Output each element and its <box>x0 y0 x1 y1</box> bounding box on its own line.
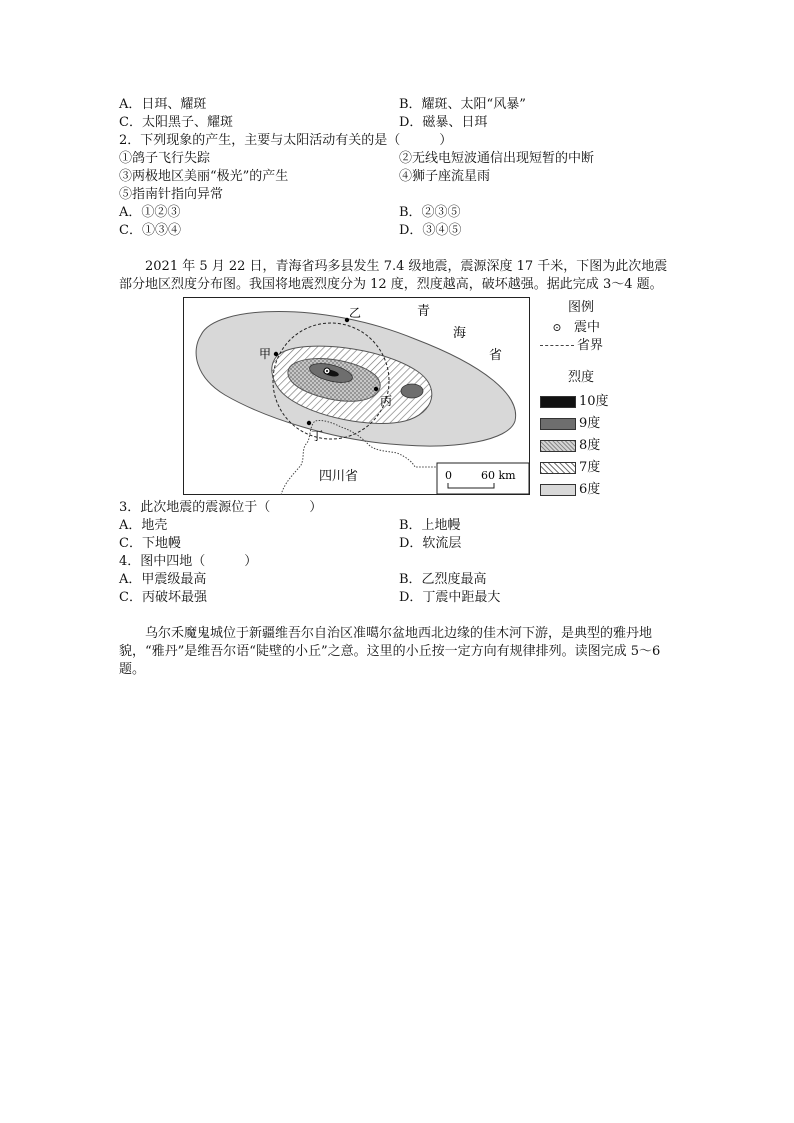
point-ding <box>307 421 311 425</box>
q4-stem: 4．图中四地（ ） <box>119 554 258 569</box>
q2-option-b[interactable]: B．②③⑤ <box>399 205 461 220</box>
swatch-6 <box>540 484 576 496</box>
legend-title: 图例 <box>568 300 595 315</box>
q3-option-c[interactable]: C．下地幔 <box>119 536 181 551</box>
q2-item-2: ②无线电短波通信出现短暂的中断 <box>399 151 595 166</box>
label-bing: 丙 <box>380 394 393 408</box>
label-ding: 丁 <box>311 429 324 443</box>
legend-intensity-title: 烈度 <box>568 370 595 385</box>
label-hai: 海 <box>453 326 467 341</box>
legend-6-label: 6度 <box>579 482 601 497</box>
passage-earthquake: 2021 年 5 月 22 日，青海省玛多县发生 7.4 级地震，震源深度 17 千米，下图为此次地震部分地区烈度分布图。我国将地震烈度分为 12 度，烈度越高，破坏越强。据此完成 3～4 题。 <box>119 259 668 292</box>
epicenter-legend-icon: ⊙ <box>552 321 562 334</box>
legend-10-label: 10度 <box>579 394 609 409</box>
legend-9-label: 9度 <box>579 416 601 431</box>
q4-option-c[interactable]: C．丙破坏最强 <box>119 590 207 605</box>
legend-boundary-label: 省界 <box>577 338 604 353</box>
swatch-9 <box>540 418 576 430</box>
passage-yardang: 乌尔禾魔鬼城位于新疆维吾尔自治区准噶尔盆地西北边缘的佳木河下游，是典型的雅丹地貌，“雅丹”是维吾尔语“陡壁的小丘”之意。这里的小丘按一定方向有规律排列。读图完成 5～6 题。 <box>119 626 661 677</box>
legend-7-label: 7度 <box>579 460 601 475</box>
legend-6-degree <box>540 478 600 497</box>
q3-option-a[interactable]: A．地壳 <box>119 518 168 533</box>
q2-item-4: ④狮子座流星雨 <box>399 169 491 184</box>
q4-option-b[interactable]: B．乙烈度最高 <box>399 572 487 587</box>
label-sheng: 省 <box>489 348 503 363</box>
label-qing: 青 <box>417 304 431 319</box>
legend-8-label: 8度 <box>579 438 601 453</box>
q3-option-b[interactable]: B．上地幔 <box>399 518 461 533</box>
q2-option-d[interactable]: D．③④⑤ <box>399 223 462 238</box>
q2-option-c[interactable]: C．①③④ <box>119 223 181 238</box>
point-bing <box>374 387 378 391</box>
q1-option-c[interactable]: C．太阳黑子、耀斑 <box>119 115 233 130</box>
scale-zero: 0 <box>445 469 452 482</box>
legend-epicenter-label: 震中 <box>574 320 601 335</box>
q1-option-b[interactable]: B．耀斑、太阳“风暴” <box>399 97 526 112</box>
q2-item-3: ③两极地区美丽“极光”的产生 <box>119 169 289 184</box>
zone-9-degree-east <box>401 384 423 398</box>
q1-option-a[interactable]: A．日珥、耀斑 <box>119 97 207 112</box>
q1-option-d[interactable]: D．磁暴、日珥 <box>399 115 488 130</box>
scale-km: 60 km <box>481 469 516 482</box>
q2-option-a[interactable]: A．①②③ <box>119 205 181 220</box>
swatch-8 <box>540 440 576 452</box>
legend-10-degree <box>540 390 609 409</box>
q2-stem: 2．下列现象的产生，主要与太阳活动有关的是（ ） <box>119 133 453 148</box>
epicenter-dot <box>326 370 328 372</box>
q2-item-1: ①鸽子飞行失踪 <box>119 151 211 166</box>
legend-boundary <box>540 334 603 353</box>
label-sichuan: 四川省 <box>319 469 359 484</box>
legend-9-degree <box>540 412 600 431</box>
legend-7-degree <box>540 456 600 475</box>
swatch-7 <box>540 462 576 474</box>
legend-8-degree <box>540 434 600 453</box>
q4-option-a[interactable]: A．甲震级最高 <box>119 572 207 587</box>
q4-option-d[interactable]: D．丁震中距最大 <box>399 590 501 605</box>
q3-stem: 3．此次地震的震源位于（ ） <box>119 500 323 515</box>
boundary-legend-line <box>540 345 574 346</box>
swatch-10 <box>540 396 576 408</box>
label-yi: 乙 <box>349 306 362 320</box>
label-jia: 甲 <box>259 347 272 361</box>
q3-option-d[interactable]: D．软流层 <box>399 536 462 551</box>
legend-epicenter <box>540 316 600 335</box>
q2-item-5: ⑤指南针指向异常 <box>119 187 224 202</box>
seismic-intensity-map <box>183 297 530 495</box>
point-jia <box>274 352 278 356</box>
map-legend <box>538 296 648 496</box>
